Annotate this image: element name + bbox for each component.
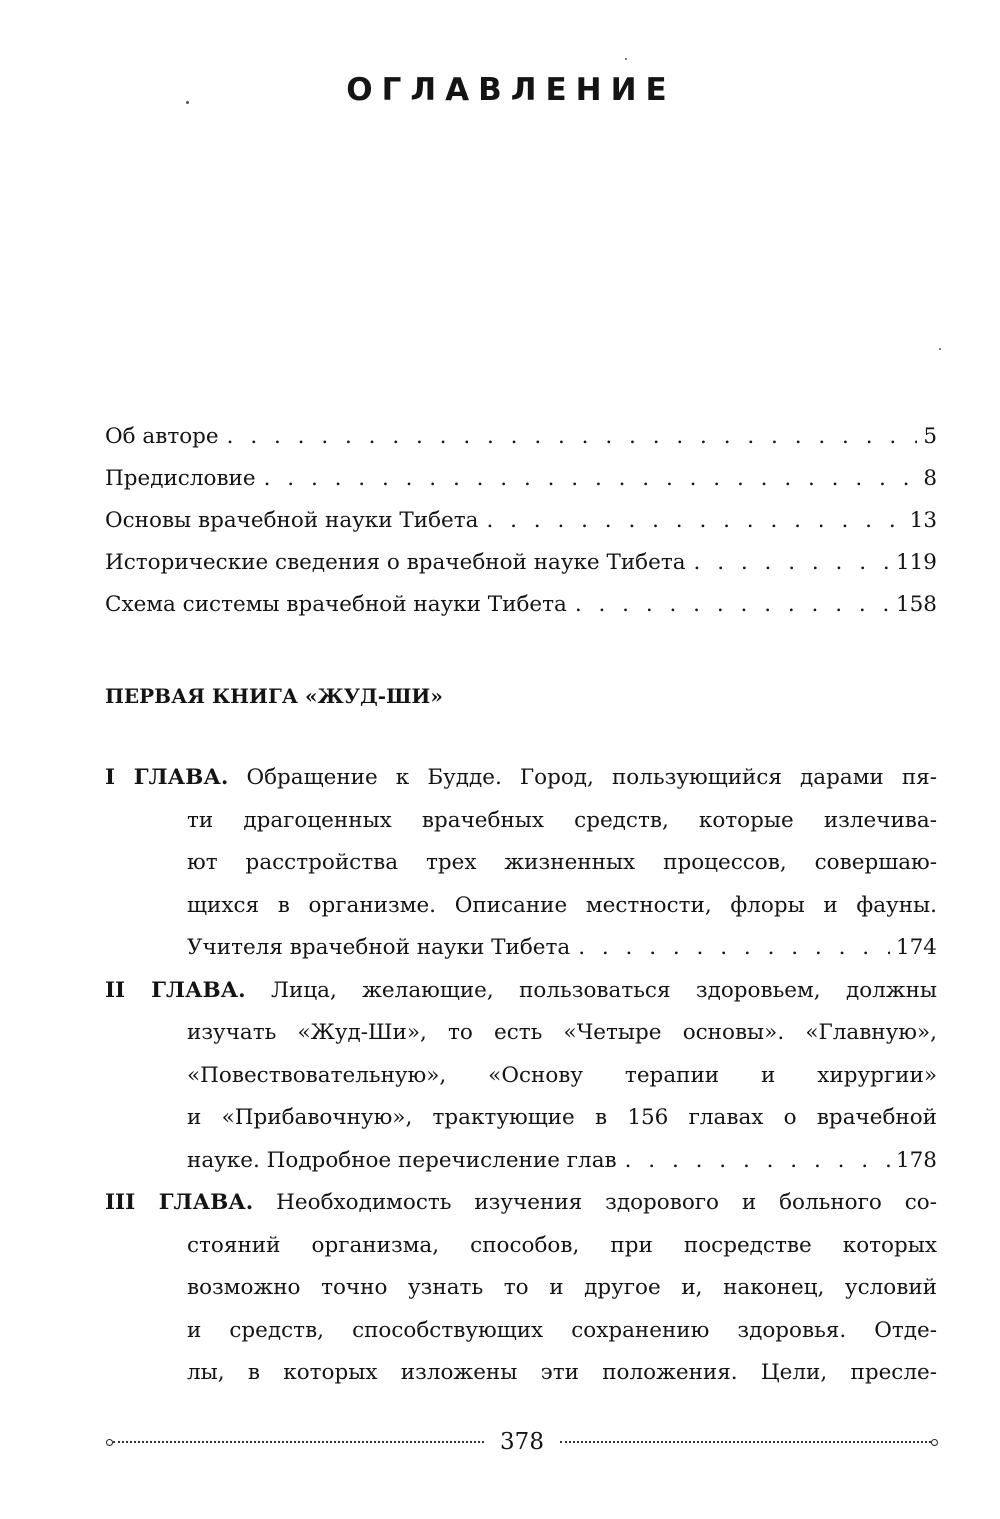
chapter-entry-first-line	[105, 757, 937, 800]
toc-entry	[105, 416, 937, 458]
chapter-text: Обращение к Будде. Город, пользующийся дарами пя-	[246, 765, 937, 790]
page-footer	[106, 1427, 938, 1457]
toc-entry-page: 158	[895, 592, 937, 617]
chapter-text-line: щихся в организме. Описание местности, флоры и фауны.	[187, 892, 937, 918]
dot-leader	[264, 458, 918, 500]
chapter-text-line: и средств, способствующих сохранению здоровья. Отде-	[187, 1317, 937, 1343]
chapter-text-line: ти драгоценных врачебных средств, которые излечива-	[187, 807, 937, 833]
section-heading: ПЕРВАЯ КНИГА «ЖУД-ШИ»	[105, 684, 443, 708]
toc-entry-page: 8	[923, 466, 937, 491]
dot-leader	[625, 1140, 890, 1183]
chapter-text: Лица, желающие, пользоваться здоровьем, должны	[271, 977, 938, 1003]
chapter-text-line: ют расстройства трех жизненных процессов, совершаю-	[187, 850, 937, 875]
toc-entry	[105, 500, 937, 542]
scan-speck	[625, 58, 627, 60]
chapter-entry-first-line	[105, 970, 937, 1013]
dotted-rule	[113, 1441, 484, 1443]
chapter-text-line: стояний организма, способов, при посредстве которых	[187, 1232, 937, 1258]
toc-entry	[105, 584, 937, 626]
chapter-text-line: изучать «Жуд-Ши», то есть «Четыре основы». «Главную»,	[187, 1020, 937, 1045]
chapter-label: I ГЛАВА.	[105, 765, 229, 790]
page-title: ОГЛАВЛЕНИЕ	[346, 72, 676, 108]
chapter-page: 174	[895, 935, 937, 960]
toc-entry-title: Исторические сведения о врачебной науке Тибета	[105, 550, 686, 575]
chapter-text-line: возможно точно узнать то и другое и, наконец, условий	[187, 1275, 937, 1300]
chapter-text-line: «Повествовательную», «Основу терапии и хирургии»	[187, 1062, 937, 1088]
dot-leader	[578, 927, 890, 970]
dot-leader	[227, 416, 918, 458]
dot-leader	[486, 500, 903, 542]
toc-entry-page: 5	[923, 424, 937, 449]
toc-entry-title: Предисловие	[105, 466, 256, 491]
chapter-entry-last-line	[105, 927, 937, 970]
toc-entry-page: 119	[895, 550, 937, 575]
chapter-text-line: лы, в которых изложены эти положения. Цели, пресле-	[187, 1360, 937, 1385]
chapter-text-line: и «Прибавочную», трактующие в 156 главах о врачебной	[187, 1105, 937, 1130]
chapter-page: 178	[895, 1147, 937, 1173]
chapter-list	[105, 757, 937, 1395]
toc-entry-title: Об авторе	[105, 424, 219, 449]
front-matter-list	[105, 416, 937, 626]
dot-leader	[575, 584, 890, 626]
scan-speck	[939, 348, 941, 350]
toc-entry-page: 13	[909, 508, 937, 533]
toc-entry	[105, 458, 937, 500]
ornament-circle-icon	[106, 1439, 113, 1446]
ornament-circle-icon	[931, 1439, 938, 1446]
chapter-entry-first-line	[105, 1182, 937, 1225]
chapter-label: III ГЛАВА.	[105, 1190, 254, 1215]
toc-entry-title: Схема системы врачебной науки Тибета	[105, 592, 567, 617]
toc-entry-title: Основы врачебной науки Тибета	[105, 508, 479, 533]
chapter-label: II ГЛАВА.	[105, 977, 246, 1003]
toc-entry	[105, 542, 937, 584]
dotted-rule	[560, 1441, 931, 1443]
chapter-text: науке. Подробное перечисление глав	[187, 1147, 617, 1173]
chapter-text: Необходимость изучения здорового и больного со-	[276, 1190, 937, 1215]
dot-leader	[694, 542, 890, 584]
page-number: 378	[500, 1429, 544, 1455]
chapter-text: Учителя врачебной науки Тибета	[187, 935, 571, 960]
chapter-entry-last-line	[105, 1140, 937, 1183]
